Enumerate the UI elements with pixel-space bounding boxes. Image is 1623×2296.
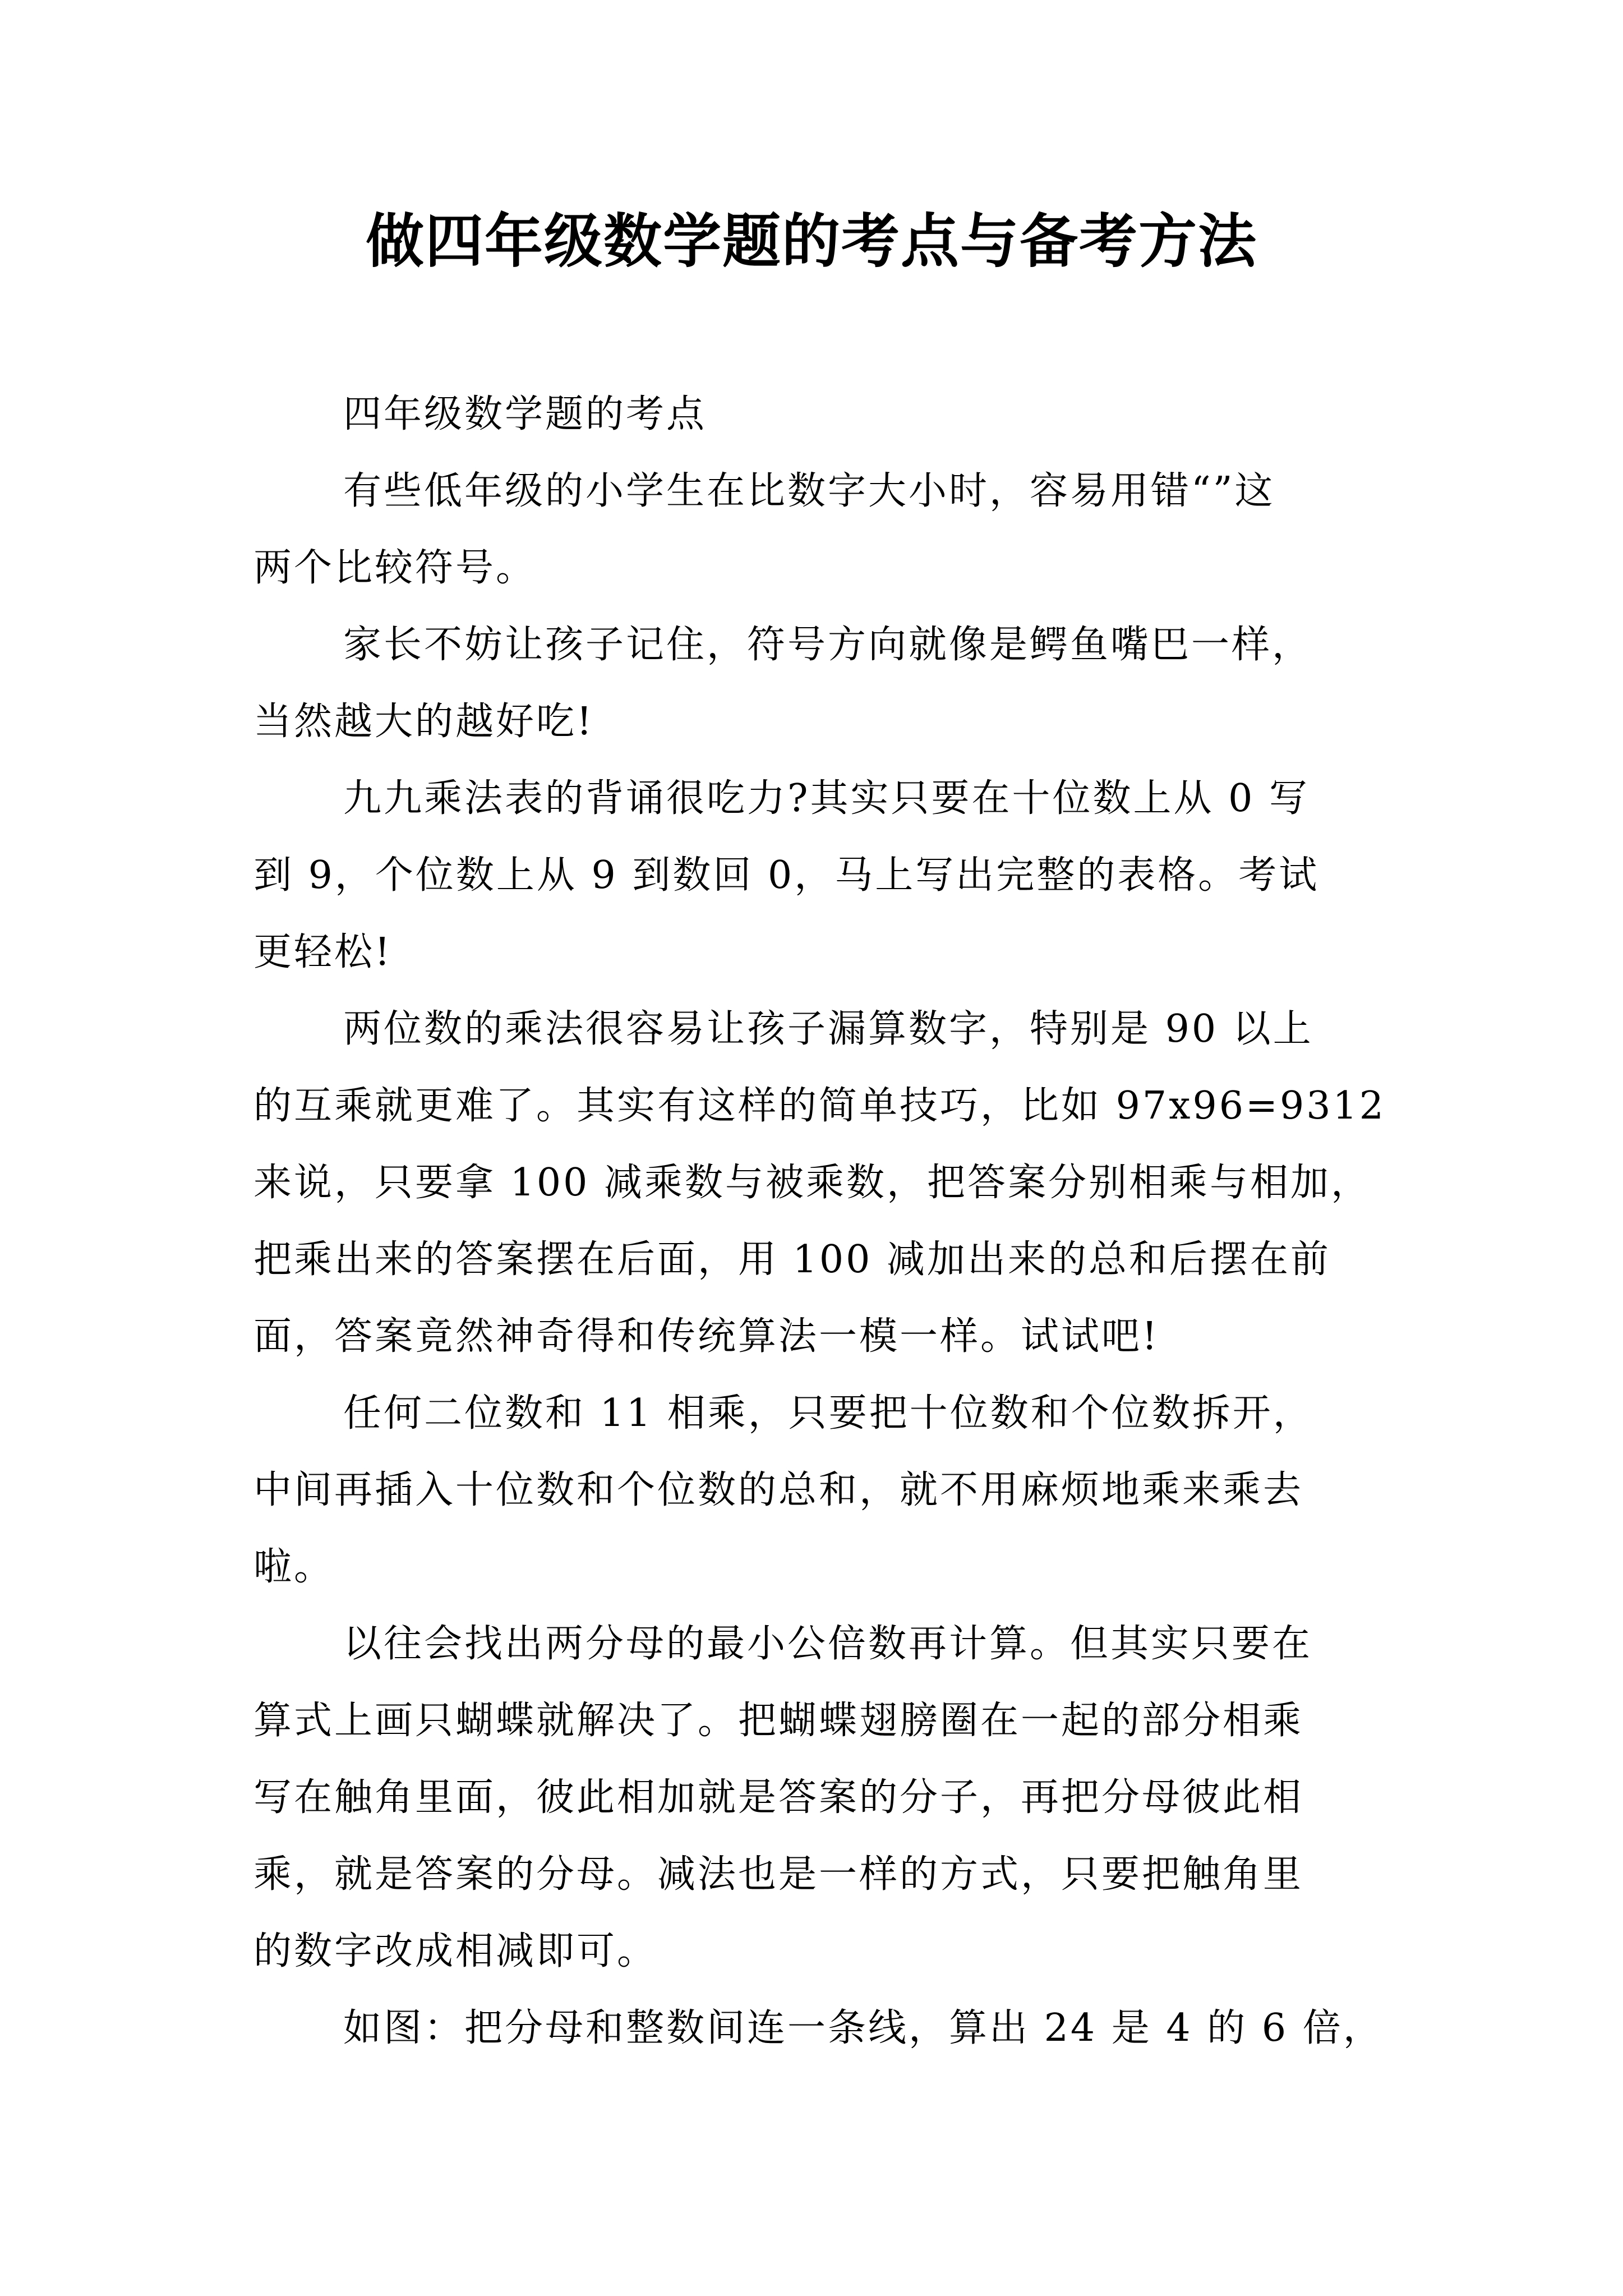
document-body — [253, 376, 1392, 2067]
text-line: 两个比较符号。 — [253, 546, 537, 590]
text-line: 以往会找出两分母的最小公倍数再计算。但其实只要在 — [343, 1622, 1313, 1666]
document-title: 做四年级数学题的考点与备考方法 — [365, 206, 1257, 275]
text-line: 啦。 — [253, 1545, 335, 1589]
paragraph-heading — [253, 376, 1392, 453]
paragraph-multiplication-table — [253, 760, 1392, 991]
text-line: 到 9，个位数上从 9 到数回 0，马上写出完整的表格。考试 — [253, 853, 1320, 898]
paragraph-times-eleven — [253, 1375, 1392, 1605]
text-line: 面，答案竟然神奇得和传统算法一模一样。试试吧! — [253, 1314, 1160, 1359]
text-line: 如图：把分母和整数间连一条线，算出 24 是 4 的 6 倍， — [343, 2006, 1384, 2050]
text-line: 的数字改成相减即可。 — [253, 1929, 658, 1973]
text-line: 算式上画只蝴蝶就解决了。把蝴蝶翅膀圈在一起的部分相乘 — [253, 1699, 1304, 1743]
text-line: 任何二位数和 11 相乘，只要把十位数和个位数拆开， — [343, 1391, 1313, 1435]
text-line: 中间再插入十位数和个位数的总和，就不用麻烦地乘来乘去 — [253, 1468, 1304, 1512]
text-line: 的互乘就更难了。其实有这样的简单技巧，比如 97x96=9312 — [253, 1084, 1386, 1128]
paragraph-butterfly-fractions — [253, 1605, 1392, 1990]
paragraph-two-digit-multiplication — [253, 991, 1392, 1375]
text-line: 当然越大的越好吃! — [253, 700, 594, 744]
text-line: 九九乘法表的背诵很吃力?其实只要在十位数上从 0 写 — [343, 776, 1310, 821]
text-line: 更轻松! — [253, 930, 393, 974]
paragraph-comparison-symbols — [253, 453, 1392, 606]
text-line: 写在触角里面，彼此相加就是答案的分子，再把分母彼此相 — [253, 1775, 1304, 1820]
text-line: 乘，就是答案的分母。减法也是一样的方式，只要把触角里 — [253, 1852, 1304, 1897]
text-line: 把乘出来的答案摆在后面，用 100 减加出来的总和后摆在前 — [253, 1237, 1331, 1282]
text-line: 四年级数学题的考点 — [343, 392, 707, 436]
text-line: 家长不妨让孩子记住，符号方向就像是鳄鱼嘴巴一样， — [343, 623, 1313, 667]
text-line: 两位数的乘法很容易让孩子漏算数字，特别是 90 以上 — [343, 1007, 1313, 1051]
paragraph-figure-note — [253, 1990, 1392, 2067]
paragraph-crocodile-tip — [253, 606, 1392, 760]
text-line: 有些低年级的小学生在比数字大小时，容易用错“”这 — [343, 469, 1275, 513]
text-line: 来说，只要拿 100 减乘数与被乘数，把答案分别相乘与相加， — [253, 1161, 1372, 1205]
